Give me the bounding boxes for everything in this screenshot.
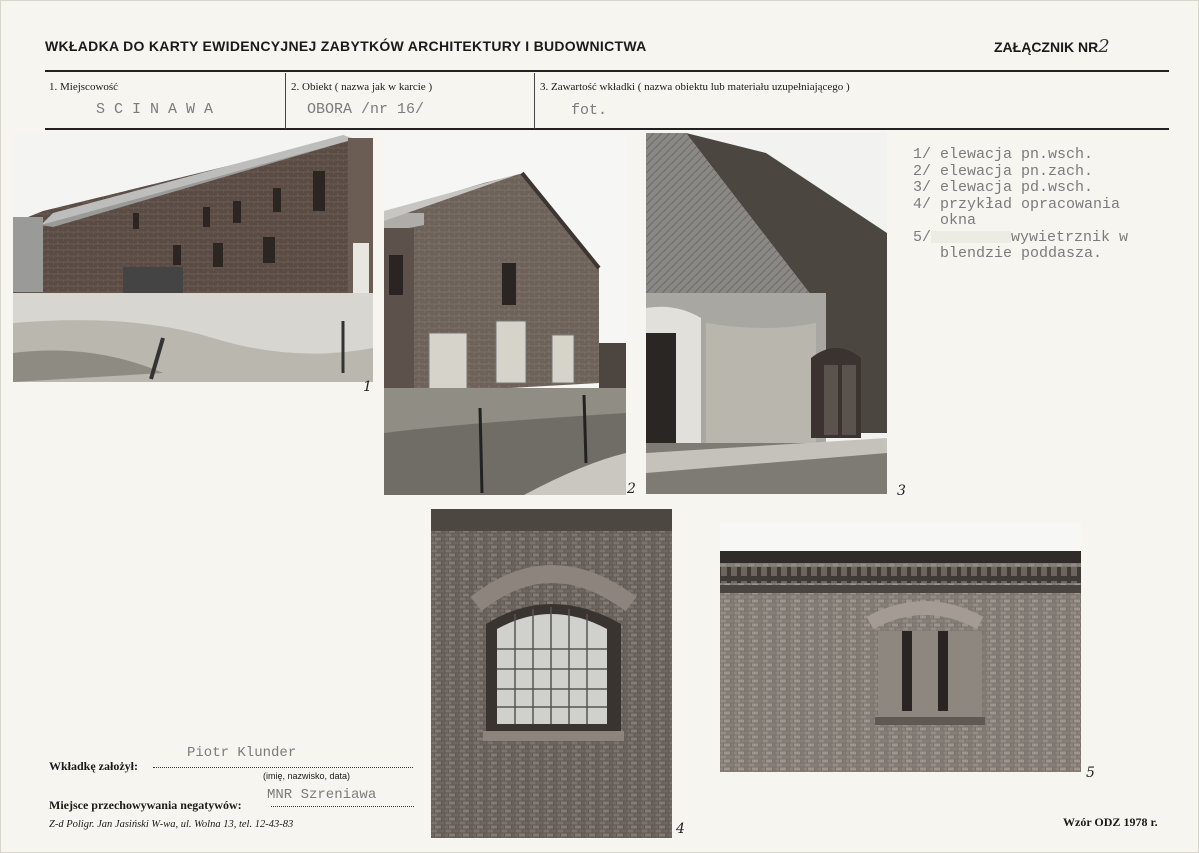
place-label: 1. Miejscowość [49,81,119,93]
photo-2-northwest-elevation [384,133,626,495]
content-value: fot. [571,102,608,119]
legend-item-3: 3/ elewacja pd.wsch. [913,179,1094,196]
founder-label: Wkładkę założył: [49,759,138,773]
legend-item-4-cont: okna [913,212,977,229]
legend-item-5-prefix: 5/ [913,228,932,246]
photo-4-number: 4 [676,821,685,837]
annex-label-text: ZAŁĄCZNIK NR [994,39,1099,55]
content-label: 3. Zawartość wkładki ( nazwa obiektu lub materiału uzupełniającego ) [540,81,850,93]
legend-item-5-cont: blendzie poddasza. [913,245,1103,262]
object-label: 2. Obiekt ( nazwa jak w karcie ) [291,81,433,93]
correction-blot [931,231,1011,243]
photo-legend [913,147,1128,263]
legend-item-1: 1/ elewacja pn.wsch. [913,146,1094,163]
field-divider-1 [285,73,286,129]
annex-number: 2 [1098,36,1110,57]
founder-hint: (imię, nazwisko, data) [263,771,351,781]
legend-item-4: 4/ przykład opracowania [913,195,1121,213]
legend-item-5 [913,230,1128,247]
photo-5-ventilator-detail [720,523,1081,772]
photo-3-number: 3 [897,483,906,499]
header-top-rule [45,70,1169,72]
object-value: OBORA /nr 16/ [307,101,425,118]
negatives-value: MNR Szreniawa [267,787,377,803]
photo-4-window-detail [431,509,672,838]
place-value: SCINAWA [96,101,223,118]
photo-1-number: 1 [363,379,372,395]
header-bottom-rule [45,128,1169,130]
negatives-label: Miejsce przechowywania negatywów: [49,798,242,812]
founder-value: Piotr Klunder [187,745,297,761]
negatives-line [271,806,414,807]
founder-line [153,767,413,768]
photo-2-number: 2 [627,481,636,497]
field-divider-2 [534,73,535,129]
legend-item-5-text: wywietrznik w [1011,228,1129,246]
document-title: WKŁADKA DO KARTY EWIDENCYJNEJ ZABYTKÓW ARCHITEKTURY I BUDOWNICTWA [45,38,647,54]
legend-item-2: 2/ elewacja pn.zach. [913,162,1094,180]
photo-3-southeast-elevation [646,133,887,494]
photo-1-northeast-elevation [13,133,373,382]
annex-label [994,36,1110,57]
printer-imprint: Z-d Poligr. Jan Jasiński W-wa, ul. Wolna 13, tel. 12-43-83 [49,819,294,830]
photo-5-number: 5 [1086,765,1095,781]
form-designation: Wzór ODZ 1978 r. [1063,815,1158,829]
